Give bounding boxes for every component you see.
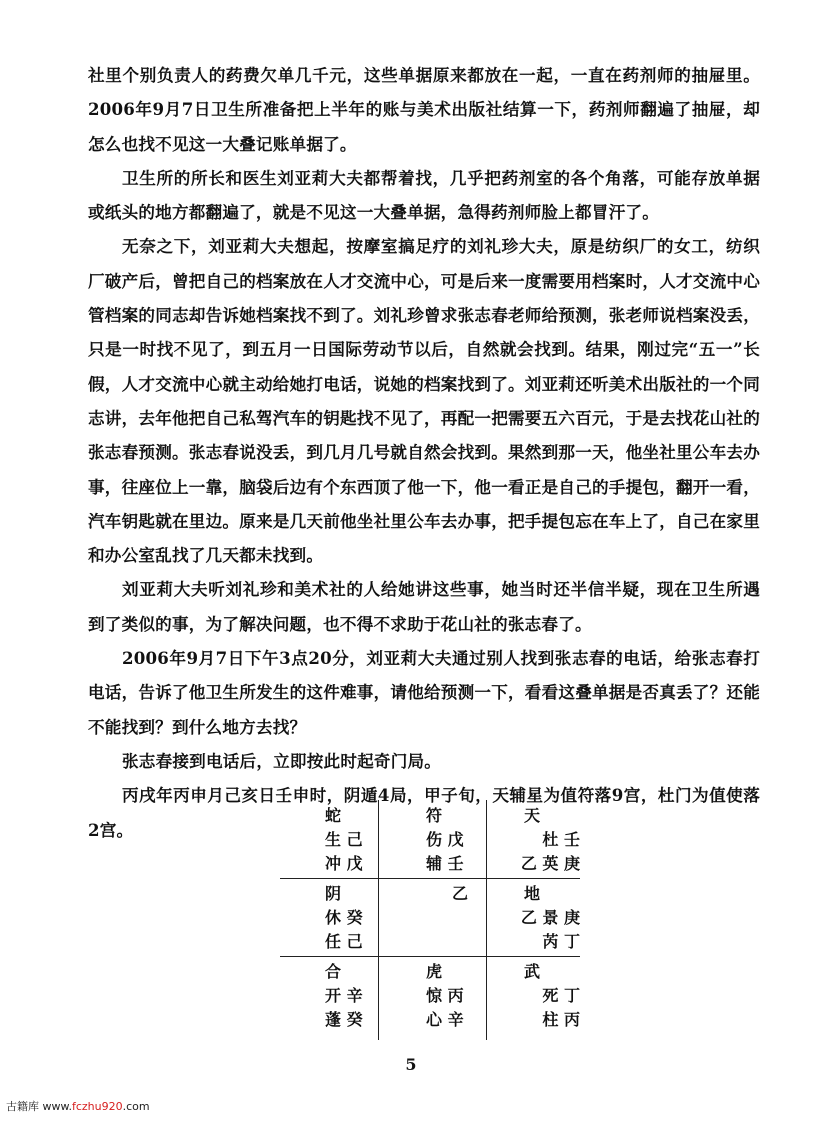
palace-cell-1 — [325, 804, 363, 876]
palace-cell-7 — [325, 960, 363, 1032]
paragraph-1: 社里个别负责人的药费欠单几千元，这些单据原来都放在一起，一直在药剂师的抽屉里。2006年9月7日卫生所准备把上半年的账与美术出版社结算一下，药剂师翻遍了抽屉，却怎么也找不见这一大叠记账单据了。 — [88, 65, 760, 154]
site-watermark — [6, 1098, 150, 1114]
grid-divider-vertical-1 — [378, 800, 379, 1040]
palace-cell-9 — [492, 960, 580, 1032]
watermark-prefix: 古籍库 www. — [6, 1100, 72, 1113]
palace-3-door: 杜 壬 — [542, 830, 580, 849]
palace-3-star: 乙 英 庚 — [520, 854, 580, 873]
paragraph-6: 张志春接到电话后，立即按此时起奇门局。 — [122, 750, 442, 771]
palace-9-star: 柱 丙 — [542, 1010, 580, 1029]
palace-4-star: 任 己 — [325, 932, 363, 951]
palace-9-door: 死 丁 — [542, 986, 580, 1005]
body-text — [88, 58, 760, 847]
paragraph-7: 丙戌年丙申月己亥日壬申时，阴遁4局，甲子旬，天辅星为值符落9宫，杜门为值使落2宫。 — [88, 785, 760, 840]
palace-6-star: 芮 丁 — [542, 932, 580, 951]
grid-divider-vertical-2 — [486, 800, 487, 1040]
palace-cell-2 — [426, 804, 464, 876]
palace-cell-8 — [426, 960, 464, 1032]
palace-cell-4 — [325, 882, 363, 954]
palace-8-star: 心 辛 — [426, 1010, 464, 1029]
paragraph-5: 2006年9月7日下午3点20分，刘亚莉大夫通过别人找到张志春的电话，给张志春打电话，告诉了他卫生所发生的这件难事，请他给预测一下，看看这叠单据是否真丢了？还能不能找到？到什么地方去找？ — [88, 648, 760, 737]
palace-3-deity: 天 — [523, 806, 540, 825]
palace-2-star: 辅 壬 — [426, 854, 464, 873]
page-number: 5 — [405, 1055, 417, 1074]
palace-cell-5 — [452, 882, 468, 906]
palace-7-star: 蓬 癸 — [325, 1010, 363, 1029]
watermark-suffix: .com — [122, 1100, 150, 1113]
grid-divider-horizontal-2 — [280, 956, 580, 957]
palace-6-door: 乙 景 庚 — [520, 908, 580, 927]
paragraph-3: 无奈之下，刘亚莉大夫想起，按摩室搞足疗的刘礼珍大夫，原是纺织厂的女工，纺织厂破产后，曾把自己的档案放在人才交流中心，可是后来一度需要用档案时，人才交流中心管档案的同志却告诉她档案找不到了。刘礼珍曾求张志春老师给预测，张老师说档案没丢，只是一时找不见了，到五月一日国际劳动节以后，自然就会找到。结果，刚过完“五一”长假，人才交流中心就主动给她打电话，说她的档案找到了。刘亚莉还听美术出版社的一个同志讲，去年他把自己私驾汽车的钥匙找不见了，再配一把需要五六百元，于是去找花山社的张志春预测。张志春说没丢，到几月几号就自然会找到。果然到那一天，他坐社里公车去办事，往座位上一靠，脑袋后边有个东西顶了他一下，他一看正是自己的手提包，翻开一看，汽车钥匙就在里边。原来是几天前他坐社里公车去办事，把手提包忘在车上了，自己在家里和办公室乱找了几天都未找到。 — [88, 236, 760, 566]
palace-cell-3 — [492, 804, 580, 876]
palace-1-deity: 蛇 — [325, 806, 342, 825]
palace-2-door: 伤 戊 — [426, 830, 464, 849]
palace-1-star: 冲 戊 — [325, 854, 363, 873]
palace-7-deity: 合 — [325, 962, 342, 981]
palace-6-deity: 地 — [523, 884, 540, 903]
qimen-chart — [280, 800, 580, 1040]
palace-4-door: 休 癸 — [325, 908, 363, 927]
paragraph-4: 刘亚莉大夫听刘礼珍和美术社的人给她讲这些事，她当时还半信半疑，现在卫生所遇到了类似的事，为了解决问题，也不得不求助于花山社的张志春了。 — [88, 579, 760, 634]
palace-2-deity: 符 — [426, 806, 443, 825]
palace-cell-6 — [492, 882, 580, 954]
palace-8-door: 惊 丙 — [426, 986, 464, 1005]
grid-divider-horizontal-1 — [280, 878, 580, 879]
palace-4-deity: 阴 — [325, 884, 342, 903]
palace-8-deity: 虎 — [426, 962, 443, 981]
palace-9-deity: 武 — [523, 962, 540, 981]
palace-5-stem: 乙 — [452, 884, 469, 903]
paragraph-2: 卫生所的所长和医生刘亚莉大夫都帮着找，几乎把药剂室的各个角落，可能存放单据或纸头的地方都翻遍了，就是不见这一大叠单据，急得药剂师脸上都冒汗了。 — [88, 167, 760, 223]
palace-1-door: 生 己 — [325, 830, 363, 849]
watermark-accent: fczhu920 — [71, 1100, 123, 1113]
palace-7-door: 开 辛 — [325, 986, 363, 1005]
